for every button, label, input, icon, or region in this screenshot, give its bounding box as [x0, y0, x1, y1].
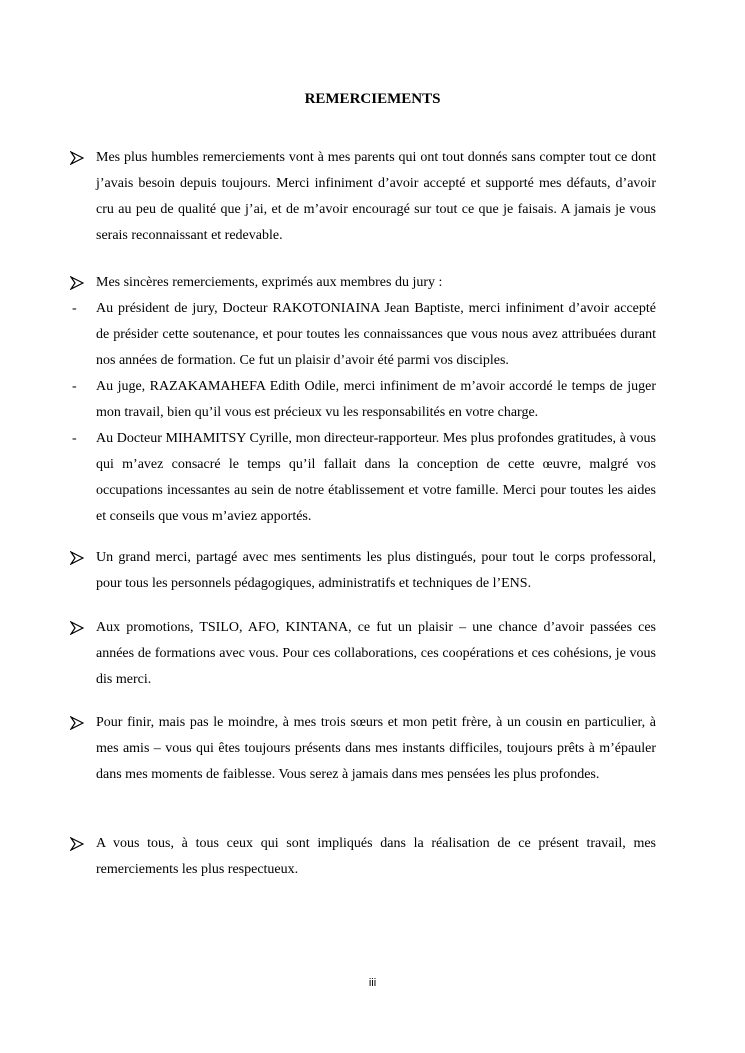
paragraph-professors: Un grand merci, partagé avec mes sentiments les plus distingués, pour tout le corps professoral, pour tous les personnels pédagogiques, administratifs et techniques de l’ENS. [96, 550, 656, 591]
arrow-bullet-icon [70, 716, 84, 730]
paragraph-director: Au Docteur MIHAMITSY Cyrille, mon directeur-rapporteur. Mes plus profondes gratitudes, à vous qui m’avez consacré le temps qu’il fallait dans la conception de cette œuvre, malgré vos occupations incessantes au sein de notre établissement et votre famille. Merci pour toutes les aides et conseils que vous m’aviez apportés. [96, 431, 656, 524]
page-number: iii [368, 977, 377, 989]
paragraph-judge: Au juge, RAZAKAMAHEFA Edith Odile, merci infiniment de m’avoir accordé le temps de juger mon travail, bien qu’il vous est précieux vu les responsabilités en votre charge. [96, 379, 656, 420]
dash-marker: - [72, 301, 77, 316]
paragraph-president: Au président de jury, Docteur RAKOTONIAINA Jean Baptiste, merci infiniment d’avoir accepté de présider cette soutenance, et pour toutes les connaissances que vous nous avez attribuées durant nos années de formation. Ce fut un plaisir d’avoir été parmi vos disciples. [96, 301, 656, 368]
arrow-bullet-icon [70, 151, 84, 165]
paragraph-family: Pour finir, mais pas le moindre, à mes trois sœurs et mon petit frère, à un cousin en particulier, à mes amis – vous qui êtes toujours présents dans mes instants difficiles, toujours prêts à m’épauler dans mes moments de faiblesse. Vous serez à jamais dans mes pensées les plus profondes. [96, 715, 656, 782]
paragraph-parents: Mes plus humbles remerciements vont à mes parents qui ont tout donnés sans compter tout ce dont j’avais besoin depuis toujours. Merci infiniment d’avoir accepté et supporté mes défauts, d’avoir cru au peu de qualité que j’ai, et de m’avoir encouragé sur tout ce que je faisais. A jamais je vous serais reconnaissant et redevable. [96, 150, 656, 243]
paragraph-all: A vous tous, à tous ceux qui sont impliqués dans la réalisation de ce présent travail, mes remerciements les plus respectueux. [96, 836, 656, 877]
page-title: REMERCIEMENTS [304, 91, 441, 107]
arrow-bullet-icon [70, 837, 84, 851]
paragraph-promotions: Aux promotions, TSILO, AFO, KINTANA, ce fut un plaisir – une chance d’avoir passées ces années de formations avec vous. Pour ces collaborations, ces coopérations et ces cohésions, je vous dis merci. [96, 620, 656, 687]
paragraph-jury-intro: Mes sincères remerciements, exprimés aux membres du jury : [96, 275, 443, 290]
arrow-bullet-icon [70, 276, 84, 290]
dash-marker: - [72, 379, 77, 394]
arrow-bullet-icon [70, 551, 84, 565]
dash-marker: - [72, 431, 77, 446]
arrow-bullet-icon [70, 621, 84, 635]
